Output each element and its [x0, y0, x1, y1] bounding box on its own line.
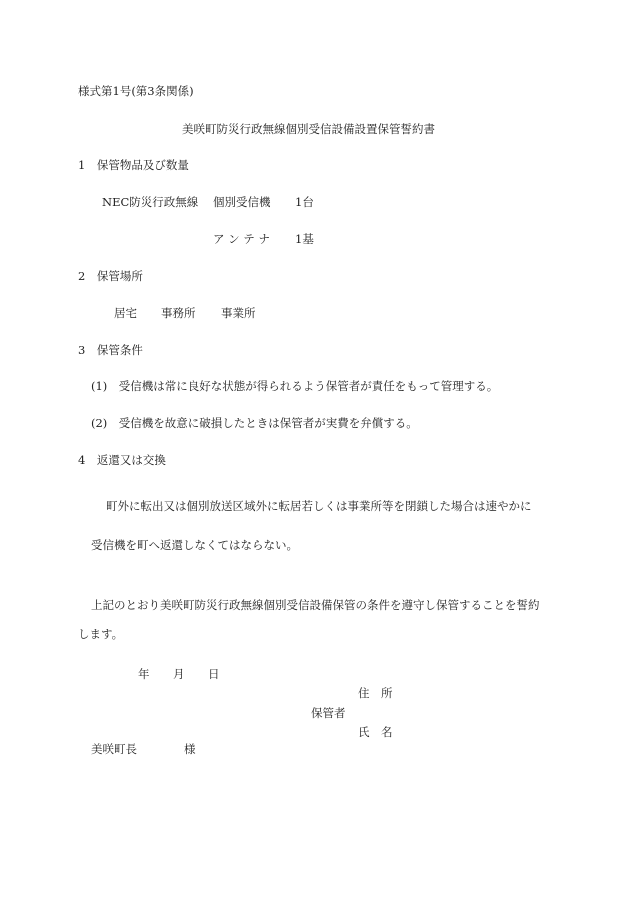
return-clause-line1: 町外に転出又は個別放送区域外に転居若しくは事業所等を閉鎖した場合は速やかに [106, 499, 532, 513]
pledge-line1: 上記のとおり美咲町防災行政無線個別受信設備保管の条件を遵守し保管することを誓約 [91, 598, 540, 612]
item2-qty: 1基 [295, 232, 314, 246]
section1-heading: 1 保管物品及び数量 [78, 158, 189, 172]
date-month: 月 [173, 667, 185, 681]
document-title: 美咲町防災行政無線個別受信設備設置保管誓約書 [182, 122, 435, 136]
addressee-name: 美咲町長 [91, 742, 137, 756]
item2-type: ア ン テ ナ [213, 232, 270, 246]
name-label: 氏 名 [358, 725, 393, 739]
condition-1: (1) 受信機は常に良好な状態が得られるよう保管者が責任をもって管理する。 [91, 379, 499, 393]
addressee-honorific: 様 [184, 742, 196, 756]
place-business: 事業所 [221, 306, 256, 320]
condition-2: (2) 受信機を故意に破損したときは保管者が実費を弁償する。 [91, 416, 418, 430]
section4-heading: 4 返還又は交換 [78, 453, 166, 467]
section3-heading: 3 保管条件 [78, 343, 143, 357]
address-label: 住 所 [358, 686, 393, 700]
item1-qty: 1台 [295, 195, 314, 209]
date-day: 日 [208, 667, 220, 681]
place-residence: 居宅 [114, 306, 137, 320]
form-number: 様式第1号(第3条関係) [78, 84, 194, 98]
place-office: 事務所 [161, 306, 196, 320]
item1-name: NEC防災行政無線 [102, 195, 199, 209]
pledge-line2: します。 [78, 627, 124, 641]
return-clause-line2: 受信機を町へ返還しなくてはならない。 [91, 538, 298, 552]
date-year: 年 [138, 667, 150, 681]
item1-type: 個別受信機 [213, 195, 271, 209]
section2-heading: 2 保管場所 [78, 269, 143, 283]
keeper-label: 保管者 [311, 706, 346, 720]
